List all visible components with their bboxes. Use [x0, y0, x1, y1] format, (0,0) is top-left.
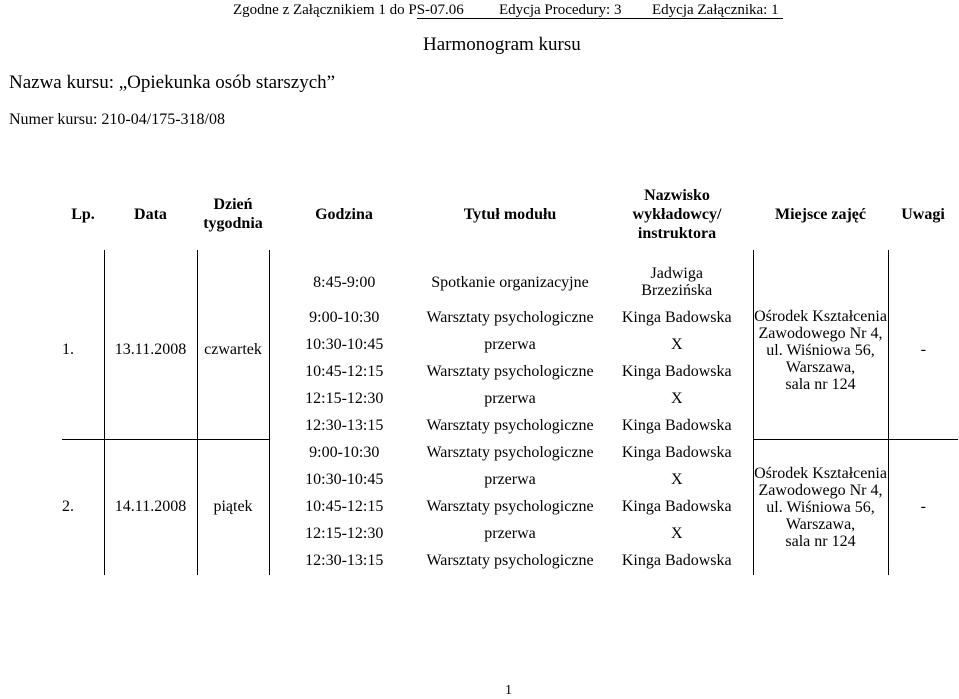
table-row — [62, 440, 958, 467]
session-title: Warsztaty psychologiczne — [426, 362, 594, 380]
session-title: przerwa — [484, 335, 536, 353]
col-dzien: Dzień tygodnia — [203, 196, 263, 232]
col-data: Data — [134, 205, 167, 223]
session-time: 8:45-9:00 — [269, 260, 419, 304]
session-title: przerwa — [484, 471, 536, 488]
session-title: Warsztaty psychologiczne — [426, 416, 594, 434]
table-row — [62, 260, 958, 304]
row-weekday: piątek — [197, 440, 269, 575]
session-time: 12:30-13:15 — [269, 548, 419, 575]
row-uwagi: - — [888, 440, 958, 575]
row-lp: 1. — [62, 340, 74, 358]
session-title: przerwa — [484, 389, 536, 407]
header-underline — [417, 18, 783, 19]
session-time: 10:45-12:15 — [269, 358, 419, 385]
row-place: Ośrodek Kształcenia Zawodowego Nr 4, ul. Wiśniowa 56, Warszawa, sala nr 124 — [753, 440, 888, 575]
course-name: Nazwa kursu: „Opiekunka osób starszych” — [9, 72, 336, 93]
page-title: Harmonogram kursu — [423, 34, 581, 55]
row-weekday: czwartek — [197, 260, 269, 440]
header-zgodne: Zgodne z Załącznikiem 1 do PS-07.06 — [233, 2, 464, 18]
session-lecturer: Kinga Badowska — [621, 498, 732, 515]
session-title: Warsztaty psychologiczne — [426, 444, 594, 461]
header-row — [62, 178, 958, 250]
session-time: 9:00-10:30 — [269, 304, 419, 331]
schedule-table — [62, 178, 958, 575]
session-title: Spotkanie organizacyjne — [431, 273, 589, 291]
session-lecturer: Kinga Badowska — [621, 416, 732, 434]
session-lecturer: Kinga Badowska — [621, 362, 732, 380]
session-time: 10:30-10:45 — [269, 331, 419, 358]
page-number: 1 — [505, 683, 512, 698]
col-lp: Lp. — [71, 205, 95, 223]
session-lecturer: X — [670, 335, 683, 353]
row-date: 14.11.2008 — [104, 440, 197, 575]
session-time: 10:45-12:15 — [269, 494, 419, 521]
session-lecturer: X — [670, 389, 683, 407]
course-number: Numer kursu: 210-04/175-318/08 — [9, 111, 225, 128]
session-title: Warsztaty psychologiczne — [426, 308, 594, 326]
row-lp: 2. — [62, 440, 104, 575]
col-nazwisko: Nazwisko wykładowcy/ instruktora — [632, 186, 722, 242]
session-time: 12:30-13:15 — [269, 412, 419, 440]
session-lecturer: Kinga Badowska — [621, 552, 732, 569]
header-edycja-procedury: Edycja Procedury: 3 — [499, 2, 622, 18]
session-lecturer: X — [670, 525, 683, 542]
session-lecturer: X — [670, 471, 683, 488]
session-title: przerwa — [484, 525, 536, 542]
session-lecturer: Kinga Badowska — [621, 444, 732, 461]
row-place: Ośrodek Kształcenia Zawodowego Nr 4, ul. Wiśniowa 56, Warszawa, sala nr 124 — [753, 304, 888, 412]
col-uwagi: Uwagi — [901, 205, 945, 223]
session-time: 12:15-12:30 — [269, 385, 419, 412]
session-time: 10:30-10:45 — [269, 467, 419, 494]
row-date: 13.11.2008 — [104, 260, 197, 440]
header-edycja-zalacznika: Edycja Załącznika: 1 — [652, 2, 779, 18]
col-miejsce: Miejsce zajęć — [774, 205, 867, 223]
session-title: Warsztaty psychologiczne — [426, 552, 594, 569]
session-lecturer: Jadwiga Brzezińska — [641, 265, 713, 299]
col-tytul: Tytuł modułu — [463, 205, 557, 223]
session-time: 9:00-10:30 — [269, 440, 419, 467]
row-uwagi: - — [888, 260, 958, 440]
session-time: 12:15-12:30 — [269, 521, 419, 548]
col-godzina: Godzina — [315, 205, 373, 223]
session-lecturer: Kinga Badowska — [621, 308, 732, 326]
session-title: Warsztaty psychologiczne — [426, 498, 594, 515]
